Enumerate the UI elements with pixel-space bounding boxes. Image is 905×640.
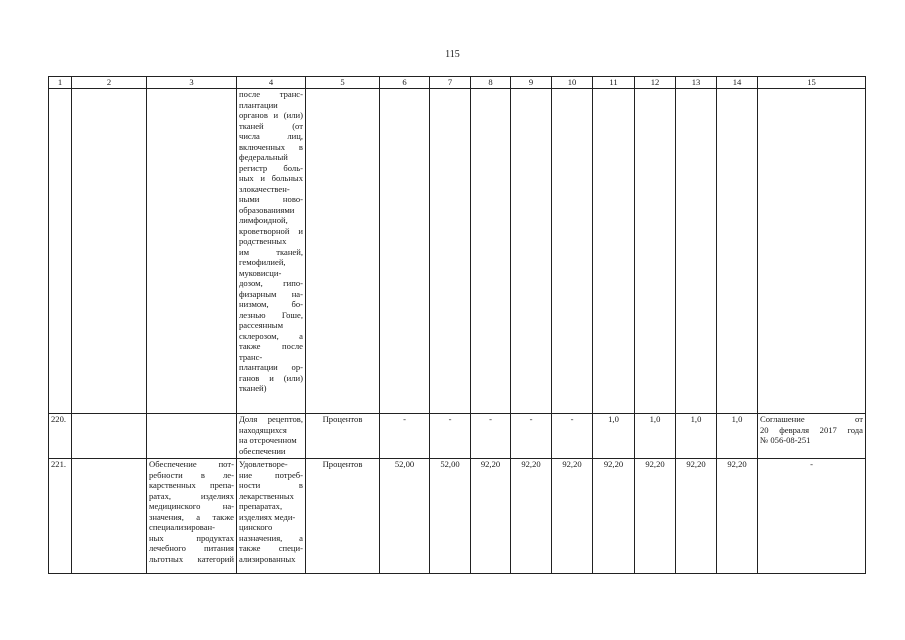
header-cell: 8 <box>471 77 511 89</box>
text-line: на отсроченном <box>239 435 297 445</box>
table-row-continued <box>49 89 866 414</box>
cell <box>717 89 758 414</box>
text-line: значения, а также <box>149 511 234 522</box>
cell <box>147 89 237 414</box>
header-cell: 12 <box>635 77 676 89</box>
text-line: Обеспечение пот- <box>149 459 234 469</box>
text-line: склерозом, а <box>239 330 303 341</box>
value-cell: - <box>430 414 471 459</box>
cell <box>635 89 676 414</box>
value-cell: 52,00 <box>430 459 471 574</box>
cell <box>72 459 147 574</box>
text-line: № 056-08-251 <box>760 435 811 445</box>
header-cell: 14 <box>717 77 758 89</box>
text-line: низмом, бо- <box>239 299 303 309</box>
text-line: лимфоидной, <box>239 215 288 225</box>
text-line: назначения, а <box>239 532 303 543</box>
header-cell: 15 <box>758 77 866 89</box>
text-line: транс- <box>239 351 263 362</box>
header-cell: 4 <box>237 77 306 89</box>
text-line: карственных препа- <box>149 480 234 490</box>
cell <box>676 89 717 414</box>
cell <box>430 89 471 414</box>
header-cell: 2 <box>72 77 147 89</box>
text-line: тканей) <box>239 383 267 393</box>
text-line: ных продуктах <box>149 532 234 543</box>
text-line: препаратах, <box>239 501 283 511</box>
text-line: включенных в <box>239 141 303 152</box>
cell <box>593 89 635 414</box>
data-table <box>48 76 866 574</box>
text-line: Удовлетворе- <box>239 459 288 469</box>
text-line: гемофилией, <box>239 257 286 267</box>
text-line: родственных <box>239 236 287 246</box>
value-cell: - <box>552 414 593 459</box>
text-line: образованиями <box>239 204 295 215</box>
text-line: плантации ор- <box>239 362 303 372</box>
cell <box>471 89 511 414</box>
value-cell: 1,0 <box>717 414 758 459</box>
indicator-text <box>237 414 306 459</box>
header-cell: 10 <box>552 77 593 89</box>
cell <box>72 89 147 414</box>
text-line: лекарственных <box>239 490 294 501</box>
cell <box>72 414 147 459</box>
text-line: лезнью Гоше, <box>239 309 303 320</box>
text-line: ганов и (или) <box>239 372 303 383</box>
value-cell: - <box>380 414 430 459</box>
text-line: органов и (или) <box>239 110 303 120</box>
value-cell: 1,0 <box>593 414 635 459</box>
value-cell: 92,20 <box>511 459 552 574</box>
table-row-221 <box>49 459 866 574</box>
text-line: числа лиц, <box>239 131 303 141</box>
text-line: им тканей, <box>239 246 303 257</box>
text-line: 20 февраля 2017 года <box>760 424 863 435</box>
header-cell: 13 <box>676 77 717 89</box>
text-line: плантации <box>239 99 278 110</box>
value-cell: 1,0 <box>635 414 676 459</box>
text-line: Доля рецептов, <box>239 414 303 424</box>
unit-cell: Процентов <box>306 459 380 574</box>
task-text <box>147 459 237 574</box>
page-number: 115 <box>445 49 460 60</box>
text-line: также после <box>239 341 303 351</box>
text-line: ние потреб- <box>239 469 303 480</box>
value-cell: 92,20 <box>471 459 511 574</box>
text-line: изделиях меди- <box>239 511 296 522</box>
text-line: после транс- <box>239 89 303 99</box>
header-cell: 7 <box>430 77 471 89</box>
cell <box>49 89 72 414</box>
indicator-text <box>237 459 306 574</box>
text-line: муковисци- <box>239 267 282 278</box>
value-cell: 92,20 <box>635 459 676 574</box>
value-cell: 92,20 <box>717 459 758 574</box>
header-cell: 3 <box>147 77 237 89</box>
text-line: также специ- <box>239 543 303 553</box>
text-line: медицинского на- <box>149 501 234 511</box>
value-cell: - <box>471 414 511 459</box>
text-line: регистр боль- <box>239 162 303 173</box>
text-line: кроветворной и <box>239 225 303 236</box>
text-line: злокачествен- <box>239 183 290 194</box>
cell <box>306 89 380 414</box>
text-line: рассеянным <box>239 320 284 330</box>
value-cell: 1,0 <box>676 414 717 459</box>
row-number: 220. <box>49 414 72 459</box>
header-cell: 11 <box>593 77 635 89</box>
text-line: льготных категорий <box>149 553 234 564</box>
text-line: ности в <box>239 480 303 490</box>
header-cell: 5 <box>306 77 380 89</box>
text-line: находящихся <box>239 424 287 435</box>
value-cell: 92,20 <box>593 459 635 574</box>
agreement-reference: - <box>758 459 866 574</box>
text-line: специализирован- <box>149 522 216 532</box>
agreement-reference <box>758 414 866 459</box>
header-cell: 9 <box>511 77 552 89</box>
cell <box>511 89 552 414</box>
cell <box>380 89 430 414</box>
header-cell: 6 <box>380 77 430 89</box>
cell <box>552 89 593 414</box>
value-cell: 92,20 <box>552 459 593 574</box>
value-cell: - <box>511 414 552 459</box>
unit-cell: Процентов <box>306 414 380 459</box>
header-row <box>49 77 866 89</box>
text-line: тканей (от <box>239 120 303 131</box>
cell <box>758 89 866 414</box>
text-line: федеральный <box>239 152 288 162</box>
text-line: лечебного питания <box>149 543 234 553</box>
indicator-text <box>237 89 306 414</box>
text-line: ализированных <box>239 553 296 564</box>
text-line: ребности в ле- <box>149 469 234 480</box>
row-number: 221. <box>49 459 72 574</box>
header-cell: 1 <box>49 77 72 89</box>
text-line: Соглашение от <box>760 414 863 424</box>
cell <box>147 414 237 459</box>
text-line: дозом, гипо- <box>239 278 303 288</box>
value-cell: 92,20 <box>676 459 717 574</box>
text-line: обеспечении <box>239 445 286 456</box>
value-cell: 52,00 <box>380 459 430 574</box>
text-line: ных и больных <box>239 173 303 183</box>
text-line: ратах, изделиях <box>149 490 234 501</box>
text-line: цинского <box>239 522 273 532</box>
text-line: ными ново- <box>239 194 303 204</box>
table-row-220 <box>49 414 866 459</box>
text-line: физарным на- <box>239 288 303 299</box>
